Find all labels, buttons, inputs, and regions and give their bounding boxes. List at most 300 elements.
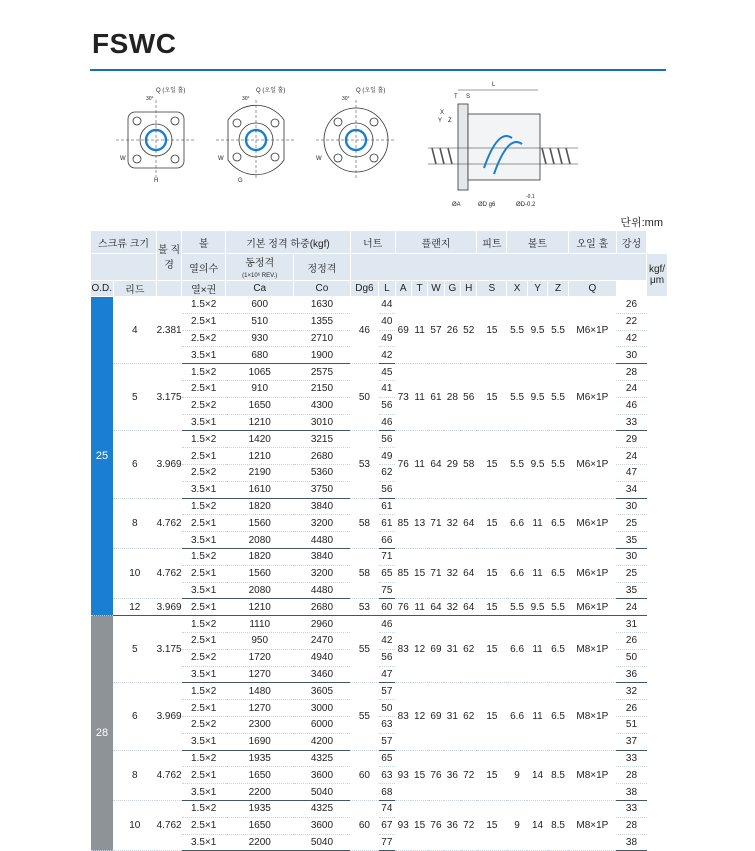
- g-value: 32: [444, 599, 460, 616]
- z-value: 6.5: [548, 548, 568, 598]
- a-value: 83: [395, 616, 411, 683]
- header-stiffness: 강성: [616, 231, 646, 254]
- table-row: [91, 431, 668, 448]
- x-value: 5.5: [507, 297, 527, 364]
- stiffness-value: 36: [616, 666, 646, 683]
- turns-value: 3.5×1: [182, 582, 226, 599]
- header-kgf: kgf/μm: [647, 254, 668, 297]
- header-g: G: [444, 281, 460, 297]
- w-value: 76: [428, 750, 444, 800]
- header-x: X: [507, 281, 527, 297]
- a-value: 73: [395, 364, 411, 431]
- co-value: 3840: [294, 548, 350, 565]
- header-bolt: 볼트: [507, 231, 568, 254]
- turns-value: 2.5×1: [182, 380, 226, 397]
- ca-value: 2200: [226, 834, 294, 851]
- bolt-hole: [370, 118, 378, 126]
- technical-drawings: [108, 78, 578, 213]
- w-value: 71: [428, 498, 444, 548]
- h-value: 62: [461, 683, 477, 750]
- turns-value: 3.5×1: [182, 666, 226, 683]
- header-y: Y: [527, 281, 547, 297]
- ca-value: 1560: [226, 565, 294, 582]
- header-co: Co: [294, 281, 350, 297]
- l-value: 67: [379, 817, 395, 834]
- co-value: 3215: [294, 431, 350, 448]
- l-value: 40: [379, 313, 395, 330]
- co-value: 1630: [294, 297, 350, 314]
- t-value: 12: [411, 683, 427, 750]
- q-value: M6×1P: [568, 364, 616, 431]
- co-value: 5360: [294, 464, 350, 481]
- g-value: 28: [444, 364, 460, 431]
- w-label-3: W: [316, 156, 322, 162]
- stiffness-value: 26: [616, 632, 646, 649]
- bolt-hole: [171, 117, 179, 125]
- q-value: M6×1P: [568, 599, 616, 616]
- side-flange: [458, 104, 468, 190]
- w-value: 71: [428, 548, 444, 598]
- x-value: 6.6: [507, 548, 527, 598]
- q-value: M6×1P: [568, 548, 616, 598]
- stiffness-value: 30: [616, 498, 646, 515]
- stiffness-value: 35: [616, 582, 646, 599]
- header-h: H: [461, 281, 477, 297]
- turns-value: 2.5×1: [182, 599, 226, 616]
- stiffness-value: 35: [616, 532, 646, 549]
- ca-value: 1270: [226, 666, 294, 683]
- table-row: [91, 364, 668, 381]
- z-value: 5.5: [548, 364, 568, 431]
- turns-value: 1.5×2: [182, 800, 226, 817]
- oil-hole-label-1: Q (오일 홀): [156, 88, 186, 94]
- header-turns: 열의수: [182, 254, 226, 281]
- ca-value: 2300: [226, 716, 294, 733]
- q-value: M8×1P: [568, 750, 616, 800]
- l-value: 46: [379, 414, 395, 431]
- header-od: O.D.: [91, 281, 113, 297]
- co-value: 2575: [294, 364, 350, 381]
- phi-d-label: ØD g6: [478, 202, 496, 208]
- drawing-round-flange: [316, 86, 396, 180]
- ca-value: 2080: [226, 582, 294, 599]
- stiffness-value: 51: [616, 716, 646, 733]
- dg6-value: 53: [350, 431, 379, 498]
- q-value: M8×1P: [568, 800, 616, 850]
- table-row: [91, 683, 668, 700]
- ca-value: 1935: [226, 750, 294, 767]
- stiffness-value: 26: [616, 297, 646, 314]
- stiffness-value: 28: [616, 817, 646, 834]
- l-value: 42: [379, 632, 395, 649]
- header-static: 정정격: [294, 254, 350, 281]
- ca-value: 680: [226, 347, 294, 364]
- h-value: 58: [461, 431, 477, 498]
- dg6-value: 55: [350, 616, 379, 683]
- t-value: 13: [411, 498, 427, 548]
- stiffness-value: 28: [616, 767, 646, 784]
- x-value: 6.6: [507, 616, 527, 683]
- turns-value: 2.5×1: [182, 700, 226, 717]
- ball-dia-value: 4.762: [157, 800, 182, 850]
- l-value: 61: [379, 515, 395, 532]
- header-load-rating: 기본 정격 하중(kgf): [226, 231, 350, 254]
- stiffness-value: 26: [616, 700, 646, 717]
- header-dg6: Dg6: [350, 281, 379, 297]
- h-value: 64: [461, 599, 477, 616]
- co-value: 3000: [294, 700, 350, 717]
- w-value: 69: [428, 683, 444, 750]
- g-value: 29: [444, 431, 460, 498]
- l-value: 41: [379, 380, 395, 397]
- table-row: [91, 800, 668, 817]
- ca-value: 1820: [226, 498, 294, 515]
- s-value: 15: [477, 800, 507, 850]
- co-value: 3750: [294, 481, 350, 498]
- ca-value: 1650: [226, 397, 294, 414]
- lead-value: 5: [113, 616, 157, 683]
- s-value: 15: [477, 431, 507, 498]
- drawing-square-flange: [116, 86, 196, 184]
- h-label-1: H: [154, 178, 159, 184]
- ca-value: 1420: [226, 431, 294, 448]
- l-value: 56: [379, 397, 395, 414]
- g-value: 36: [444, 800, 460, 850]
- l-value: 49: [379, 448, 395, 465]
- lead-value: 6: [113, 683, 157, 750]
- dg6-value: 46: [350, 297, 379, 364]
- stiffness-value: 50: [616, 649, 646, 666]
- turns-value: 2.5×1: [182, 632, 226, 649]
- bolt-hole: [271, 153, 279, 161]
- g-value: 31: [444, 683, 460, 750]
- co-value: 4300: [294, 397, 350, 414]
- co-value: 3200: [294, 565, 350, 582]
- bolt-hole: [334, 154, 342, 162]
- ca-value: 1065: [226, 364, 294, 381]
- l-value: 65: [379, 565, 395, 582]
- ca-value: 1650: [226, 817, 294, 834]
- x-value: 9: [507, 750, 527, 800]
- turns-value: 2.5×1: [182, 767, 226, 784]
- turns-value: 3.5×1: [182, 481, 226, 498]
- t-value: 11: [411, 364, 427, 431]
- z-value: 6.5: [548, 498, 568, 548]
- t-label: T: [454, 94, 458, 100]
- header-w: W: [428, 281, 444, 297]
- h-value: 72: [461, 800, 477, 850]
- stiffness-value: 30: [616, 347, 646, 364]
- co-value: 1355: [294, 313, 350, 330]
- turns-value: 1.5×2: [182, 498, 226, 515]
- ball-dia-value: 4.762: [157, 498, 182, 548]
- header-l: L: [379, 281, 395, 297]
- g-value: 31: [444, 616, 460, 683]
- co-value: 2960: [294, 616, 350, 633]
- a-value: 93: [395, 750, 411, 800]
- turns-value: 1.5×2: [182, 750, 226, 767]
- turns-value: 3.5×1: [182, 414, 226, 431]
- header-ball: 볼: [182, 231, 226, 254]
- l-value: 60: [379, 599, 395, 616]
- y-value: 11: [527, 616, 547, 683]
- x-value: 6.6: [507, 683, 527, 750]
- ca-value: 1935: [226, 800, 294, 817]
- stiffness-value: 29: [616, 431, 646, 448]
- co-value: 4480: [294, 532, 350, 549]
- q-value: M8×1P: [568, 616, 616, 683]
- l-value: 56: [379, 481, 395, 498]
- l-value: 68: [379, 784, 395, 801]
- unit-label: 단위:mm: [620, 217, 663, 229]
- ca-value: 1210: [226, 599, 294, 616]
- ball-dia-value: 3.969: [157, 599, 182, 616]
- x-value: 5.5: [507, 431, 527, 498]
- ca-value: 1690: [226, 733, 294, 750]
- s-label: S: [466, 94, 471, 100]
- w-value: 61: [428, 364, 444, 431]
- header-z: Z: [548, 281, 568, 297]
- turns-value: 2.5×1: [182, 817, 226, 834]
- table-row: [91, 498, 668, 515]
- co-value: 4200: [294, 733, 350, 750]
- a-value: 76: [395, 431, 411, 498]
- header-pitch: 피트: [477, 231, 507, 254]
- turns-value: 1.5×2: [182, 683, 226, 700]
- l-value: 50: [379, 700, 395, 717]
- co-value: 3600: [294, 817, 350, 834]
- turns-value: 2.5×2: [182, 397, 226, 414]
- header-q: Q: [568, 281, 616, 297]
- y-label: Y: [438, 118, 443, 124]
- stiffness-value: 46: [616, 397, 646, 414]
- w-value: 64: [428, 431, 444, 498]
- lead-value: 5: [113, 364, 157, 431]
- header-ball-dia: 볼 직경: [157, 231, 182, 281]
- header-s: S: [477, 281, 507, 297]
- table-row: [91, 548, 668, 565]
- s-value: 15: [477, 498, 507, 548]
- h-value: 56: [461, 364, 477, 431]
- stiffness-value: 33: [616, 800, 646, 817]
- turns-value: 2.5×1: [182, 515, 226, 532]
- x-value: 5.5: [507, 364, 527, 431]
- ca-value: 1560: [226, 515, 294, 532]
- bolt-hole: [271, 119, 279, 127]
- z-value: 5.5: [548, 297, 568, 364]
- header-oil-hole: 오일 홀: [568, 231, 616, 254]
- x-value: 6.6: [507, 498, 527, 548]
- angle-label-3: 30°: [342, 96, 350, 102]
- od-value: 25: [91, 297, 113, 616]
- co-value: 4325: [294, 750, 350, 767]
- l-value: 63: [379, 716, 395, 733]
- s-value: 15: [477, 683, 507, 750]
- header-screw-size: 스크류 크기: [91, 231, 157, 254]
- w-label-1: W: [120, 156, 126, 162]
- stiffness-value: 38: [616, 784, 646, 801]
- stiffness-value: 37: [616, 733, 646, 750]
- y-value: 11: [527, 498, 547, 548]
- ball-dia-value: 4.762: [157, 548, 182, 598]
- t-value: 11: [411, 431, 427, 498]
- s-value: 15: [477, 616, 507, 683]
- a-value: 83: [395, 683, 411, 750]
- y-value: 11: [527, 548, 547, 598]
- stiffness-value: 24: [616, 380, 646, 397]
- co-value: 3605: [294, 683, 350, 700]
- ca-value: 2190: [226, 464, 294, 481]
- co-value: 6000: [294, 716, 350, 733]
- q-value: M6×1P: [568, 431, 616, 498]
- header-ca: Ca: [226, 281, 294, 297]
- t-value: 15: [411, 548, 427, 598]
- s-value: 15: [477, 364, 507, 431]
- lead-value: 8: [113, 498, 157, 548]
- ball-dia-value: 3.969: [157, 431, 182, 498]
- co-value: 4940: [294, 649, 350, 666]
- ca-value: 1720: [226, 649, 294, 666]
- stiffness-value: 32: [616, 683, 646, 700]
- z-value: 8.5: [548, 750, 568, 800]
- ca-value: 1650: [226, 767, 294, 784]
- l-value: 56: [379, 431, 395, 448]
- stiffness-value: 24: [616, 599, 646, 616]
- l-value: 45: [379, 364, 395, 381]
- h-value: 64: [461, 498, 477, 548]
- q-value: M8×1P: [568, 683, 616, 750]
- bolt-hole: [233, 119, 241, 127]
- turns-value: 3.5×1: [182, 347, 226, 364]
- z-label: Z: [448, 118, 452, 124]
- table-row: [91, 297, 668, 314]
- l-value: 66: [379, 532, 395, 549]
- l-value: 49: [379, 330, 395, 347]
- turns-value: 2.5×1: [182, 565, 226, 582]
- l-value: 42: [379, 347, 395, 364]
- ball-dia-value: 4.762: [157, 750, 182, 800]
- dg6-value: 60: [350, 800, 379, 850]
- header-turns2: 열×권: [182, 281, 226, 297]
- s-value: 15: [477, 297, 507, 364]
- dg6-value: 58: [350, 548, 379, 598]
- table-row: [91, 599, 668, 616]
- stiffness-value: 25: [616, 515, 646, 532]
- a-value: 85: [395, 498, 411, 548]
- a-value: 69: [395, 297, 411, 364]
- header-flange: 플랜지: [395, 231, 477, 254]
- h-value: 72: [461, 750, 477, 800]
- co-value: 2470: [294, 632, 350, 649]
- header-a: A: [395, 281, 411, 297]
- q-value: M6×1P: [568, 297, 616, 364]
- stiffness-value: 31: [616, 616, 646, 633]
- ca-value: 510: [226, 313, 294, 330]
- l-value: 75: [379, 582, 395, 599]
- l-value: 57: [379, 683, 395, 700]
- co-value: 3600: [294, 767, 350, 784]
- co-value: 5040: [294, 834, 350, 851]
- turns-value: 3.5×1: [182, 784, 226, 801]
- bolt-hole: [133, 117, 141, 125]
- oil-hole-label-3: Q (오일 홀): [356, 88, 386, 94]
- dg6-value: 60: [350, 750, 379, 800]
- y-value: 14: [527, 800, 547, 850]
- stiffness-value: 25: [616, 565, 646, 582]
- co-value: 2150: [294, 380, 350, 397]
- y-value: 14: [527, 750, 547, 800]
- drawing-cut-flange: [216, 86, 296, 184]
- l-value: 62: [379, 464, 395, 481]
- t-value: 11: [411, 599, 427, 616]
- spec-table: [91, 231, 668, 851]
- co-value: 2680: [294, 599, 350, 616]
- y-value: 11: [527, 683, 547, 750]
- turns-value: 3.5×1: [182, 834, 226, 851]
- spec-table-body: [91, 297, 668, 851]
- bolt-hole: [133, 155, 141, 163]
- angle-label-2: 30°: [242, 96, 250, 102]
- w-value: 64: [428, 599, 444, 616]
- co-value: 4480: [294, 582, 350, 599]
- z-value: 6.5: [548, 616, 568, 683]
- stiffness-value: 42: [616, 330, 646, 347]
- s-value: 15: [477, 750, 507, 800]
- header-dynamic-unit: (1×10⁶ REV.): [242, 273, 278, 279]
- w-value: 57: [428, 297, 444, 364]
- y-value: 9.5: [527, 599, 547, 616]
- header-nut: 너트: [350, 231, 395, 254]
- g-value: 36: [444, 750, 460, 800]
- lead-value: 10: [113, 800, 157, 850]
- g-label-2: G: [238, 178, 243, 184]
- l-label: L: [492, 82, 496, 88]
- turns-value: 1.5×2: [182, 297, 226, 314]
- a-value: 76: [395, 599, 411, 616]
- turns-value: 3.5×1: [182, 532, 226, 549]
- oil-hole-label-2: Q (오일 홀): [256, 88, 286, 94]
- l-value: 71: [379, 548, 395, 565]
- ca-value: 1480: [226, 683, 294, 700]
- l-value: 65: [379, 750, 395, 767]
- stiffness-value: 33: [616, 750, 646, 767]
- lead-value: 12: [113, 599, 157, 616]
- z-value: 6.5: [548, 683, 568, 750]
- s-value: 15: [477, 548, 507, 598]
- h-value: 64: [461, 548, 477, 598]
- turns-value: 1.5×2: [182, 548, 226, 565]
- turns-value: 2.5×1: [182, 448, 226, 465]
- ball-dia-value: 3.969: [157, 683, 182, 750]
- a-value: 85: [395, 548, 411, 598]
- stiffness-value: 28: [616, 364, 646, 381]
- co-value: 3010: [294, 414, 350, 431]
- header-t: T: [411, 281, 427, 297]
- z-value: 5.5: [548, 431, 568, 498]
- stiffness-value: 34: [616, 481, 646, 498]
- ca-value: 1610: [226, 481, 294, 498]
- x-label: X: [440, 110, 445, 116]
- l-value: 77: [379, 834, 395, 851]
- g-value: 32: [444, 548, 460, 598]
- stiffness-value: 47: [616, 464, 646, 481]
- x-value: 9: [507, 800, 527, 850]
- ca-value: 910: [226, 380, 294, 397]
- bolt-hole: [171, 155, 179, 163]
- g-value: 32: [444, 498, 460, 548]
- z-value: 8.5: [548, 800, 568, 850]
- drawing-side-view: [428, 82, 578, 208]
